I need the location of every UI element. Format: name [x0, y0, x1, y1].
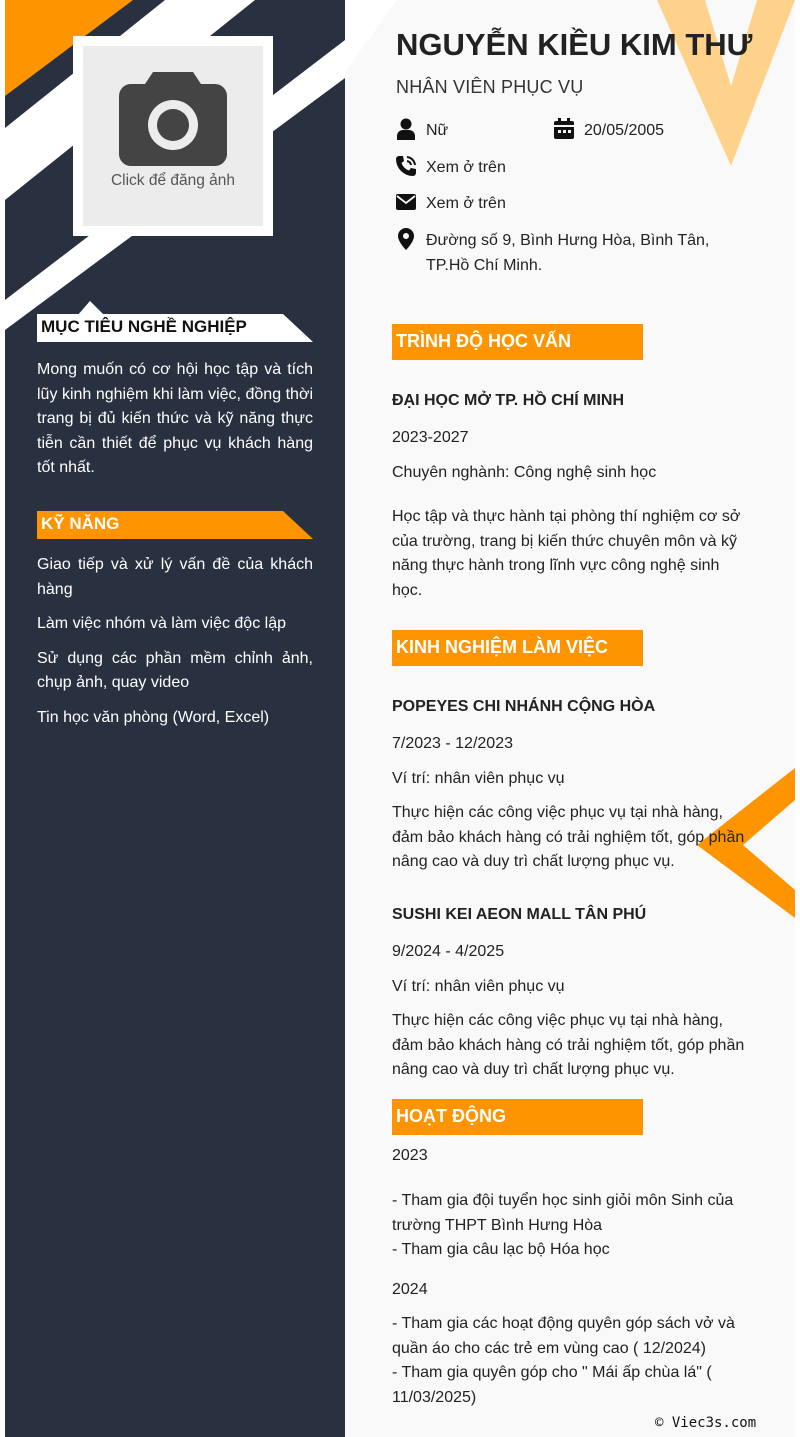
activity-item: - Tham gia các hoạt động quyên góp sách vở và quần áo cho các trẻ em vùng cao ( 12/2024)	[392, 1315, 735, 1357]
education-school: ĐẠI HỌC MỞ TP. HỒ CHÍ MINH	[392, 392, 625, 409]
job-period: 9/2024 - 4/2025	[392, 943, 505, 960]
light-orange-v-mark	[657, 0, 795, 166]
birthday-value: 20/05/2005	[584, 122, 665, 139]
experience-heading	[392, 630, 643, 666]
calendar-icon	[553, 118, 575, 140]
upload-photo-label: Click để đăng ảnh	[110, 172, 236, 189]
job-title: NHÂN VIÊN PHỤC VỤ	[396, 77, 584, 97]
education-heading-text: TRÌNH ĐỘ HỌC VẤN	[396, 331, 571, 351]
activity-item: - Tham gia câu lạc bộ Hóa học	[392, 1241, 610, 1258]
cv-page	[5, 0, 795, 1437]
phone-icon	[395, 155, 417, 177]
objective-heading	[37, 314, 313, 342]
skills-heading	[37, 511, 313, 539]
address-line-2: TP.Hồ Chí Minh.	[426, 257, 543, 274]
skill-item: Tin học văn phòng (Word, Excel)	[37, 708, 270, 726]
education-major: Chuyên nghành: Công nghệ sinh học	[392, 464, 657, 481]
skill-item: Làm việc nhóm và làm việc độc lập	[37, 615, 286, 632]
education-description: Học tập và thực hành tại phòng thí nghiệm cơ sở của trường, trang bị kiến thức chuyên môn và kỹ năng thực hành trong lĩnh vực công nghệ sinh học.	[392, 508, 741, 599]
envelope-icon	[395, 191, 417, 213]
objective-text: Mong muốn có cơ hội học tập và tích lũy kinh nghiệm khi làm việc, đồng thời trang bị đủ kiến thức và kỹ năng thực tiễn cần thiết để phục vụ khách hàng tốt nhất.	[37, 361, 313, 476]
skills-list	[37, 553, 313, 740]
address-line-1: Đường số 9, Bình Hưng Hòa, Bình Tân,	[426, 232, 710, 249]
education-heading	[392, 324, 643, 360]
activity-item: - Tham gia đội tuyển học sinh giỏi môn Sinh của trường THPT Bình Hưng Hòa	[392, 1192, 734, 1234]
objective-heading-tab	[77, 300, 105, 316]
copyright-footer[interactable]: © Viec3s.com	[655, 1415, 757, 1431]
activities-heading	[392, 1099, 643, 1135]
objective-heading-text: MỤC TIÊU NGHỀ NGHIỆP	[41, 317, 247, 336]
email-value: Xem ở trên	[426, 195, 506, 212]
activity-year: 2024	[392, 1281, 428, 1298]
gender-value: Nữ	[426, 122, 449, 139]
candidate-name: NGUYỄN KIỀU KIM THƯ	[396, 27, 753, 62]
job-description: Thực hiện các công việc phục vụ tại nhà hàng, đảm bảo khách hàng có trải nghiệm tốt, góp phần nâng cao và duy trì chất lượng phục vụ.	[392, 1012, 745, 1078]
location-pin-icon	[395, 228, 417, 250]
education-period: 2023-2027	[392, 429, 469, 446]
experience-heading-text: KINH NGHIỆM LÀM VIỆC	[396, 637, 609, 657]
person-icon	[395, 118, 417, 140]
job-period: 7/2023 - 12/2023	[392, 735, 513, 752]
address-value	[426, 228, 709, 278]
skills-heading-text: KỸ NĂNG	[41, 514, 120, 533]
job-company: SUSHI KEI AEON MALL TÂN PHÚ	[392, 906, 647, 923]
activity-year: 2023	[392, 1147, 428, 1164]
activities-heading-text: HOẠT ĐỘNG	[396, 1106, 506, 1126]
job-company: POPEYES CHI NHÁNH CỘNG HÒA	[392, 698, 656, 715]
activity-item: - Tham gia quyên góp cho " Mái ấp chùa lá" ( 11/03/2025)	[392, 1364, 712, 1406]
job-description: Thực hiện các công việc phục vụ tại nhà hàng, đảm bảo khách hàng có trải nghiệm tốt, góp phần nâng cao và duy trì chất lượng phục vụ.	[392, 804, 745, 870]
job-position: Ví trí: nhân viên phục vụ	[392, 978, 565, 995]
phone-value: Xem ở trên	[426, 159, 506, 176]
skill-item: Giao tiếp và xử lý vấn đề của khách hàng	[37, 556, 313, 598]
job-position: Ví trí: nhân viên phục vụ	[392, 770, 565, 787]
camera-icon	[119, 72, 227, 166]
skill-item: Sử dụng các phần mềm chỉnh ảnh, chụp ảnh, quay video	[37, 649, 313, 691]
profile-photo-frame[interactable]	[73, 36, 273, 236]
profile-photo-placeholder[interactable]	[83, 46, 263, 226]
